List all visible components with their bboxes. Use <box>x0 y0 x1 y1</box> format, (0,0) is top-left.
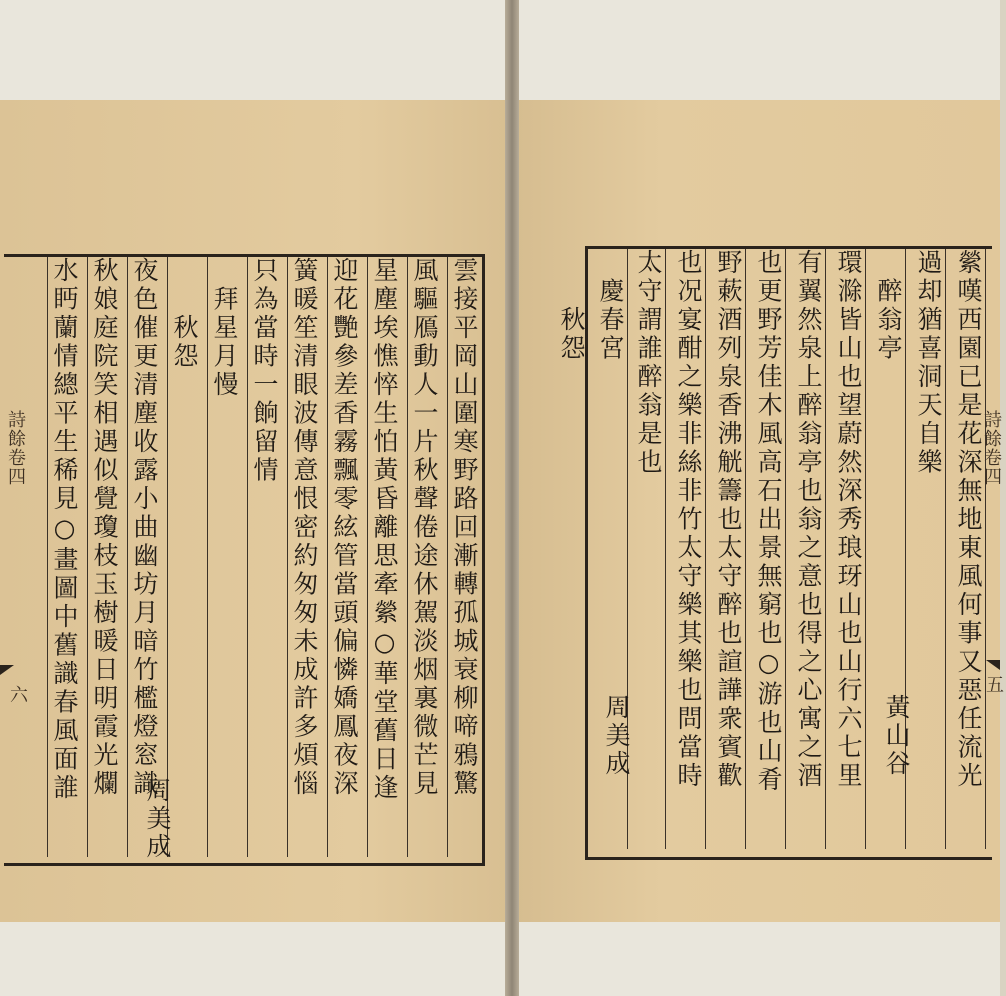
text-column: 簧暖笙清眼波傳意恨密約匆匆未成許多煩惱 <box>287 257 321 857</box>
folio-number: 六 <box>7 685 28 704</box>
text-column: 縈嘆西園已是花深無地東風何事又惡任流光 <box>952 249 986 849</box>
text-column: 也况宴酣之樂非絲非竹太守樂其樂也問當時 <box>672 249 706 849</box>
text-column: 有翼然泉上醉翁亭也翁之意也得之心寓之酒 <box>792 249 826 849</box>
author-name: 周美成 <box>602 694 631 778</box>
tune-title: 慶春宮 <box>592 249 628 849</box>
text-column: 環滁皆山也望蔚然深秀琅玡山也山行六七里 <box>832 249 866 849</box>
banxin-title: 詩餘卷四 <box>981 410 1002 486</box>
poem-subtitle: 秋怨 <box>557 249 586 363</box>
text-column: 也更野芳佳木風高石出景無窮也○游也山肴 <box>752 249 786 849</box>
author-name: 周美成 <box>143 777 172 861</box>
text-column: 野蔌酒列泉香沸觥籌也太守醉也諠譁衆賓歡 <box>712 249 746 849</box>
text-column: 水眄蘭情總平生稀見○畫圖中舊識春風面誰 <box>47 257 81 857</box>
text-column: 秋娘庭院笑相遇似覺瓊枝玉樹暖日明霞光爛 <box>87 257 121 857</box>
text-column: 星塵埃憔悴生怕黃昏離思牽縈○華堂舊日逢 <box>367 257 401 857</box>
text-column: 迎花艷參差香霧飄零絃管當頭偏憐嬌鳳夜深 <box>327 257 361 857</box>
banxin-title: 詩餘卷四 <box>5 410 26 486</box>
left-text-frame <box>4 254 485 866</box>
essay-title: 醉翁亭 <box>872 249 906 849</box>
author-name: 黃山谷 <box>882 694 911 778</box>
right-text-frame <box>557 246 992 860</box>
folio-number: 五 <box>983 675 1004 694</box>
text-column: 太守謂誰醉翁是也 <box>632 249 666 849</box>
text-column: 雲接平岡山圍寒野路回漸轉孤城衰柳啼鴉驚 <box>447 257 481 857</box>
poem-subtitle: 秋怨 <box>167 257 201 857</box>
text-column: 只為當時一餉留情 <box>247 257 281 857</box>
text-column: 夜色催更清塵收露小曲幽坊月暗竹檻燈窓識 <box>127 257 161 857</box>
book-gutter <box>505 0 519 996</box>
tune-title: 拜星月慢 <box>207 257 241 857</box>
text-column: 風驅鴈動人一片秋聲倦途休駕淡烟裏微芒見 <box>407 257 441 857</box>
text-column: 過却猶喜洞天自樂 <box>912 249 946 849</box>
